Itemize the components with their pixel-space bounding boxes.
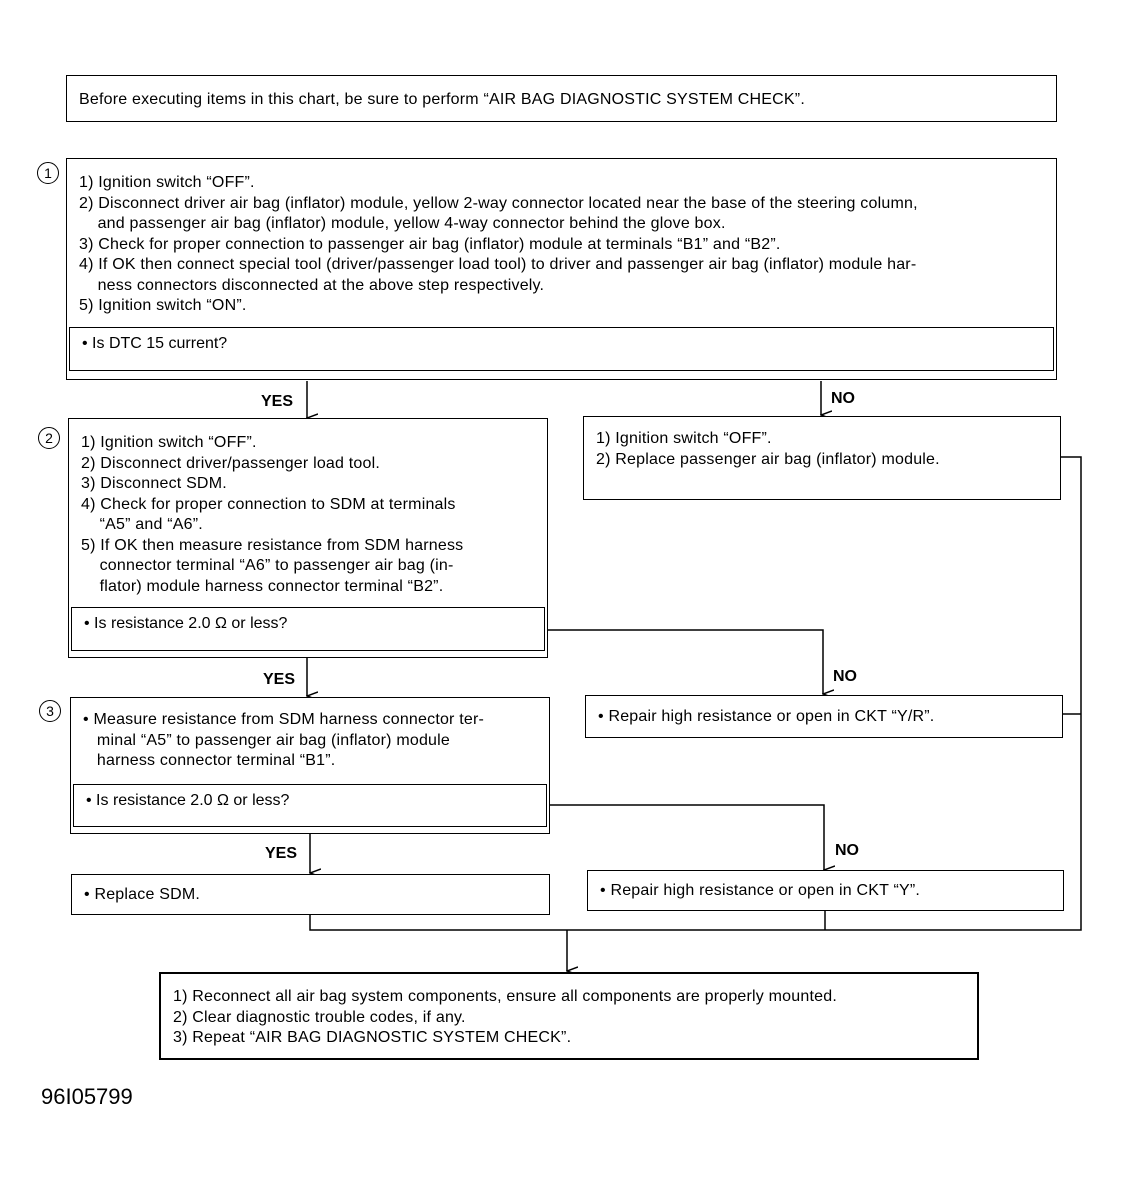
no-1-action-text: 1) Ignition switch “OFF”. 2) Replace passenger air bag (inflator) module. [596,430,940,468]
no-3-action-box [587,870,1064,911]
yes-label-3: YES [265,845,298,862]
yes-label-2: YES [263,671,296,688]
arrow-no-2 [548,630,823,694]
step-1-question: • Is DTC 15 current? [69,327,1054,371]
no-1-action-box [583,416,1061,500]
step-3-box [70,697,550,834]
no-label-2: NO [833,668,857,685]
final-box [159,972,979,1060]
yes-label-1: YES [261,393,294,410]
yes-3-action-box [71,874,550,915]
no-2-action-text: • Repair high resistance or open in CKT “Y/R”. [598,708,935,725]
step-2-number: 2 [38,427,60,449]
final-instructions: 1) Reconnect all air bag system components, ensure all components are properly mounted. 2) Clear diagnostic trouble codes, if any. 3) Repeat “AIR BAG DIAGNOSTIC SYSTEM CHECK”. [173,988,837,1046]
no-3-action-text: • Repair high resistance or open in CKT “Y”. [600,882,921,899]
step-2-question: • Is resistance 2.0 Ω or less? [71,607,545,651]
no-2-action-box [585,695,1063,738]
step-3-instructions: • Measure resistance from SDM harness connector ter- minal “A5” to passenger air bag (inflator) module harness connector terminal “B1”. [83,711,485,769]
yes-3-action-text: • Replace SDM. [84,886,200,903]
step-1-instructions: 1) Ignition switch “OFF”. 2) Disconnect driver air bag (inflator) module, yellow 2-way connector located near the base of the steering column, and passenger air bag (inflator) module, yellow 4-way connector behind the glove box. 3) Check for proper connection to passenger air bag (inflator) module at terminals “B1” and “B2”. 4) If OK then connect special tool (driver/passenger load tool) to driver and passenger air bag (inflator) module har- ness connectors disconnected at the above step respectively. 5) Ignition switch “ON”. [79,174,918,314]
step-2-instructions: 1) Ignition switch “OFF”. 2) Disconnect driver/passenger load tool. 3) Disconnect SDM. 4) Check for proper connection to SDM at terminals “A5” and “A6”. 5) If OK then measure resistance from SDM harness connector terminal “A6” to passenger air bag (in- flator) module harness connector terminal “B2”. [81,434,464,595]
step-3-number: 3 [39,700,61,722]
figure-id: 96I05799 [41,1084,133,1109]
header-note-box [66,75,1057,122]
header-note: Before executing items in this chart, be sure to perform “AIR BAG DIAGNOSTIC SYSTEM CHECK”. [79,91,805,108]
step-1-number: 1 [37,162,59,184]
no-label-3: NO [835,842,859,859]
step-3-question: • Is resistance 2.0 Ω or less? [73,784,547,827]
step-2-box [68,418,548,658]
no-label-1: NO [831,390,855,407]
step-1-box [66,158,1057,380]
arrow-no-3 [550,805,824,870]
